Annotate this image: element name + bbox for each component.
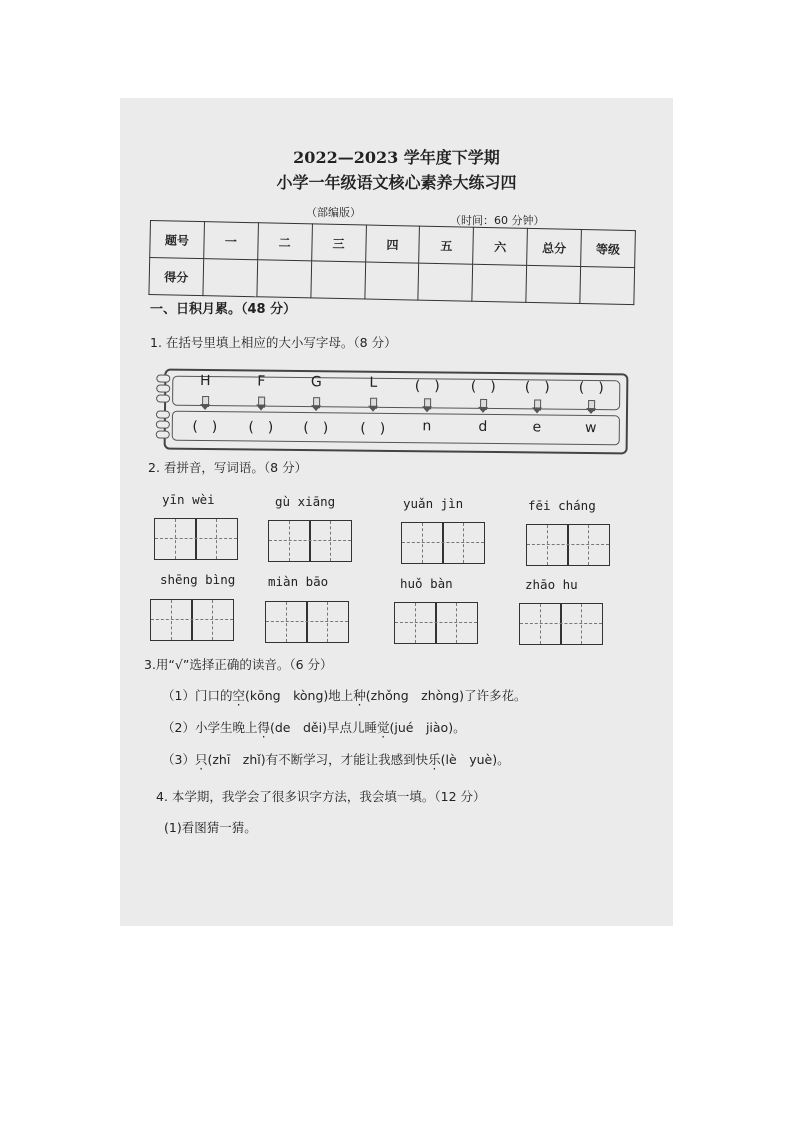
writing-grid[interactable] (394, 602, 478, 644)
down-arrow-icon (422, 398, 432, 412)
question-3-item (162, 750, 510, 768)
question-2-prompt: 2. 看拼音，写词语。（8 分） (148, 460, 308, 475)
lowercase-letter: n (422, 418, 432, 435)
writing-grid[interactable] (265, 601, 349, 643)
question-3-prompt: 3.用“√”选择正确的读音。（6 分） (144, 657, 333, 672)
item-text: （3） (162, 752, 195, 767)
binder-ring-icon (156, 420, 170, 428)
question-3-item (162, 686, 527, 704)
pinyin-label: miàn bāo (268, 574, 329, 589)
lowercase-blank[interactable]: ( ) (192, 418, 218, 436)
pinyin-label: gù xiāng (275, 494, 336, 509)
dotted-character: 空 (232, 688, 245, 703)
binder-ring-icon (156, 384, 170, 392)
score-cell: 一 (204, 222, 259, 260)
score-cell: 六 (473, 227, 528, 265)
pinyin-choice[interactable]: (de děi)早点儿睡 (269, 720, 377, 735)
dotted-character: 只 (194, 752, 208, 767)
question-4-prompt: 4. 本学期，我学会了很多识字方法，我会填一填。（12 分） (156, 789, 486, 804)
uppercase-blank[interactable]: ( ) (414, 378, 440, 395)
down-arrow-icon (586, 400, 596, 414)
exam-paper (120, 98, 673, 926)
pinyin-label: shēng bìng (160, 572, 236, 587)
pinyin-choice[interactable]: (kōng kòng)地上 (244, 688, 354, 703)
score-table (148, 220, 635, 305)
pinyin-label: fēi cháng (528, 498, 596, 513)
lowercase-blank[interactable]: ( ) (303, 420, 329, 437)
writing-grid[interactable] (150, 599, 234, 641)
letter-board (164, 369, 629, 455)
uppercase-blank[interactable]: ( ) (470, 378, 496, 396)
binder-ring-icon (156, 410, 170, 418)
time-label: （时间：60 分钟） (450, 214, 545, 227)
dotted-character: 乐 (428, 752, 441, 767)
score-cell: 总分 (527, 228, 582, 266)
score-input-cell[interactable] (472, 264, 527, 302)
lowercase-letter: e (532, 419, 542, 436)
pinyin-label: yuǎn jìn (403, 496, 464, 511)
uppercase-letter: G (310, 374, 322, 391)
score-cell: 四 (365, 225, 420, 263)
dotted-character: 种 (353, 688, 366, 703)
down-arrow-icon (200, 396, 210, 410)
uppercase-blank[interactable]: ( ) (524, 379, 550, 396)
exam-title: 小学一年级语文核心素养大练习四 (276, 173, 517, 192)
lowercase-letter: w (585, 419, 597, 437)
score-row-label: 得分 (149, 258, 204, 296)
score-input-cell[interactable] (311, 261, 366, 299)
writing-grid[interactable] (154, 518, 238, 560)
score-cell: 题号 (150, 221, 205, 259)
uppercase-letter: L (369, 374, 378, 391)
score-input-cell[interactable] (203, 259, 258, 297)
lowercase-blank[interactable]: ( ) (248, 419, 274, 436)
uppercase-blank[interactable]: ( ) (578, 379, 604, 397)
writing-grid[interactable] (526, 524, 610, 566)
dotted-character: 得 (257, 720, 270, 735)
pinyin-choice[interactable]: (lè yuè)。 (440, 752, 510, 767)
lowercase-letter: d (478, 418, 488, 435)
down-arrow-icon (256, 397, 266, 411)
score-input-cell[interactable] (580, 267, 635, 305)
question-3-item (162, 718, 466, 736)
score-cell: 等级 (581, 230, 636, 268)
score-input-cell[interactable] (364, 262, 419, 300)
pinyin-label: yīn wèi (162, 492, 215, 507)
pinyin-choice[interactable]: (zhǒng zhòng)了许多花。 (365, 688, 527, 703)
item-text: （1）门口的 (162, 688, 233, 703)
dotted-character: 觉 (376, 720, 390, 735)
writing-grid[interactable] (268, 520, 352, 562)
exam-title-year: 2022—2023 学年度下学期 (293, 148, 500, 167)
binder-ring-icon (156, 430, 170, 438)
pinyin-label: zhāo hu (525, 577, 578, 592)
pinyin-label: huǒ bàn (400, 576, 453, 591)
section-heading: 一、日积月累。（48 分） (150, 302, 297, 317)
question-4-subprompt: (1)看图猜一猜。 (164, 820, 257, 835)
binder-ring-icon (156, 394, 170, 402)
uppercase-letter: H (199, 372, 211, 390)
down-arrow-icon (368, 398, 378, 412)
score-cell: 三 (311, 224, 366, 262)
uppercase-letter: F (257, 373, 266, 390)
edition-label: （部编版） (306, 206, 361, 219)
score-input-cell[interactable] (257, 260, 312, 298)
down-arrow-icon (478, 399, 488, 413)
writing-grid[interactable] (401, 522, 485, 564)
item-text: （2）小学生晚上 (162, 720, 258, 735)
writing-grid[interactable] (519, 603, 603, 645)
down-arrow-icon (311, 397, 321, 411)
score-input-cell[interactable] (526, 265, 581, 303)
question-1-prompt: 1. 在括号里填上相应的大小写字母。（8 分） (150, 335, 397, 350)
binder-ring-icon (156, 374, 170, 382)
score-input-cell[interactable] (418, 263, 473, 301)
pinyin-choice[interactable]: (zhī zhǐ)有不断学习，才能让我感到快 (207, 752, 429, 767)
down-arrow-icon (532, 399, 542, 413)
score-cell: 五 (419, 226, 474, 264)
score-cell: 二 (257, 223, 312, 261)
lowercase-blank[interactable]: ( ) (360, 420, 386, 437)
pinyin-choice[interactable]: (jué jiào)。 (389, 720, 466, 735)
